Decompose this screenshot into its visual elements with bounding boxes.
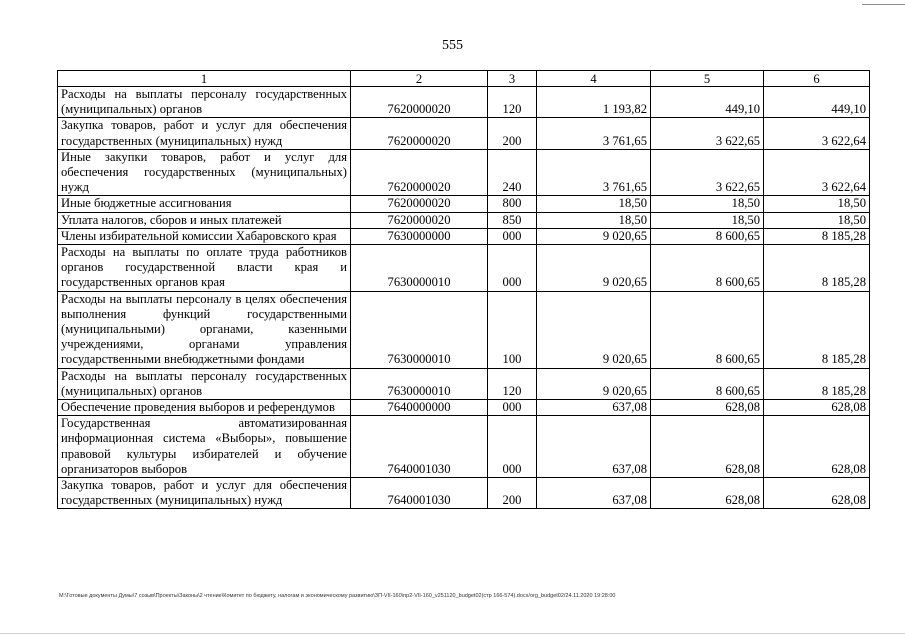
expense-type-code-cell: 000: [488, 245, 537, 292]
amount-cell: 8 185,28: [764, 228, 870, 244]
amount-cell: 8 185,28: [764, 245, 870, 292]
column-header: 4: [537, 71, 651, 87]
amount-cell: 628,08: [764, 400, 870, 416]
expense-type-code-cell: 120: [488, 368, 537, 399]
column-number-row: [58, 71, 870, 87]
target-article-code-cell: 7640001030: [351, 478, 488, 509]
amount-cell: 18,50: [651, 196, 764, 212]
target-article-code-cell: 7630000010: [351, 245, 488, 292]
amount-cell: 3 761,65: [537, 118, 651, 149]
amount-cell: 9 020,65: [537, 228, 651, 244]
amount-cell: 3 622,65: [651, 149, 764, 196]
column-header: 5: [651, 71, 764, 87]
expense-name-cell: Иные бюджетные ассигнования: [58, 196, 351, 212]
amount-cell: 3 761,65: [537, 149, 651, 196]
expense-type-code-cell: 850: [488, 212, 537, 228]
amount-cell: 18,50: [537, 212, 651, 228]
expense-name-cell: Расходы на выплаты персоналу в целях обеспечения выполнения функций государственными (муниципальными) органами, казенными учреждениями, органами управления государственными внебюджетными фондами: [58, 291, 351, 368]
table-row: [58, 478, 870, 509]
expense-type-code-cell: 240: [488, 149, 537, 196]
table-row: [58, 291, 870, 368]
amount-cell: 9 020,65: [537, 245, 651, 292]
expense-name-cell: Расходы на выплаты персоналу государственных (муниципальных) органов: [58, 87, 351, 118]
amount-cell: 8 600,65: [651, 291, 764, 368]
expense-name-cell: Члены избирательной комиссии Хабаровского края: [58, 228, 351, 244]
expense-name-cell: Государственная автоматизированная информационная система «Выборы», повышение правовой культуры избирателей и обучение организаторов выборов: [58, 416, 351, 478]
amount-cell: 18,50: [651, 212, 764, 228]
expense-name-cell: Обеспечение проведения выборов и референдумов: [58, 400, 351, 416]
budget-table: [57, 70, 870, 509]
amount-cell: 9 020,65: [537, 368, 651, 399]
amount-cell: 18,50: [764, 212, 870, 228]
amount-cell: 628,08: [651, 478, 764, 509]
table-row: [58, 87, 870, 118]
expense-type-code-cell: 800: [488, 196, 537, 212]
amount-cell: 18,50: [537, 196, 651, 212]
table-row: [58, 400, 870, 416]
amount-cell: 628,08: [764, 478, 870, 509]
table-row: [58, 228, 870, 244]
table-row: [58, 245, 870, 292]
top-edge-line: [862, 4, 905, 5]
target-article-code-cell: 7620000020: [351, 212, 488, 228]
amount-cell: 449,10: [764, 87, 870, 118]
target-article-code-cell: 7630000010: [351, 291, 488, 368]
amount-cell: 8 600,65: [651, 228, 764, 244]
amount-cell: 628,08: [764, 416, 870, 478]
budget-table-body: [58, 71, 870, 509]
expense-type-code-cell: 200: [488, 118, 537, 149]
target-article-code-cell: 7640001030: [351, 416, 488, 478]
bottom-edge-line: [0, 633, 905, 634]
amount-cell: 637,08: [537, 400, 651, 416]
amount-cell: 449,10: [651, 87, 764, 118]
target-article-code-cell: 7640000000: [351, 400, 488, 416]
expense-type-code-cell: 100: [488, 291, 537, 368]
column-header: 2: [351, 71, 488, 87]
amount-cell: 628,08: [651, 416, 764, 478]
amount-cell: 637,08: [537, 478, 651, 509]
expense-name-cell: Иные закупки товаров, работ и услуг для обеспечения государственных (муниципальных) нужд: [58, 149, 351, 196]
table-row: [58, 196, 870, 212]
expense-name-cell: Закупка товаров, работ и услуг для обеспечения государственных (муниципальных) нужд: [58, 478, 351, 509]
amount-cell: 8 600,65: [651, 245, 764, 292]
amount-cell: 8 600,65: [651, 368, 764, 399]
expense-type-code-cell: 000: [488, 416, 537, 478]
table-row: [58, 149, 870, 196]
expense-name-cell: Расходы на выплаты по оплате труда работников органов государственной власти края и государственных органов края: [58, 245, 351, 292]
expense-type-code-cell: 120: [488, 87, 537, 118]
column-header: 6: [764, 71, 870, 87]
amount-cell: 628,08: [651, 400, 764, 416]
target-article-code-cell: 7620000020: [351, 196, 488, 212]
expense-name-cell: Закупка товаров, работ и услуг для обеспечения государственных (муниципальных) нужд: [58, 118, 351, 149]
table-row: [58, 118, 870, 149]
target-article-code-cell: 7620000020: [351, 87, 488, 118]
amount-cell: 8 185,28: [764, 368, 870, 399]
expense-type-code-cell: 000: [488, 400, 537, 416]
table-row: [58, 368, 870, 399]
expense-type-code-cell: 200: [488, 478, 537, 509]
page-number: 555: [442, 38, 463, 53]
table-row: [58, 212, 870, 228]
amount-cell: 1 193,82: [537, 87, 651, 118]
expense-type-code-cell: 000: [488, 228, 537, 244]
column-header: 3: [488, 71, 537, 87]
target-article-code-cell: 7630000000: [351, 228, 488, 244]
amount-cell: 637,08: [537, 416, 651, 478]
amount-cell: 3 622,64: [764, 118, 870, 149]
amount-cell: 3 622,64: [764, 149, 870, 196]
amount-cell: 8 185,28: [764, 291, 870, 368]
target-article-code-cell: 7630000010: [351, 368, 488, 399]
document-file-path: M:\Готовые документы Думы\7 созыв\Проекты\Законы\2 чтение\Комитет по бюджету, налогам и экономическому развитию\ЗП-VII-160\пр2-VII-160_v251120_budget02(стр 166-574).docx/org_budget02/24.11.2020 19:28:00: [59, 593, 616, 599]
target-article-code-cell: 7620000020: [351, 149, 488, 196]
target-article-code-cell: 7620000020: [351, 118, 488, 149]
expense-name-cell: Расходы на выплаты персоналу государственных (муниципальных) органов: [58, 368, 351, 399]
amount-cell: 3 622,65: [651, 118, 764, 149]
expense-name-cell: Уплата налогов, сборов и иных платежей: [58, 212, 351, 228]
table-row: [58, 416, 870, 478]
column-header: 1: [58, 71, 351, 87]
amount-cell: 18,50: [764, 196, 870, 212]
amount-cell: 9 020,65: [537, 291, 651, 368]
